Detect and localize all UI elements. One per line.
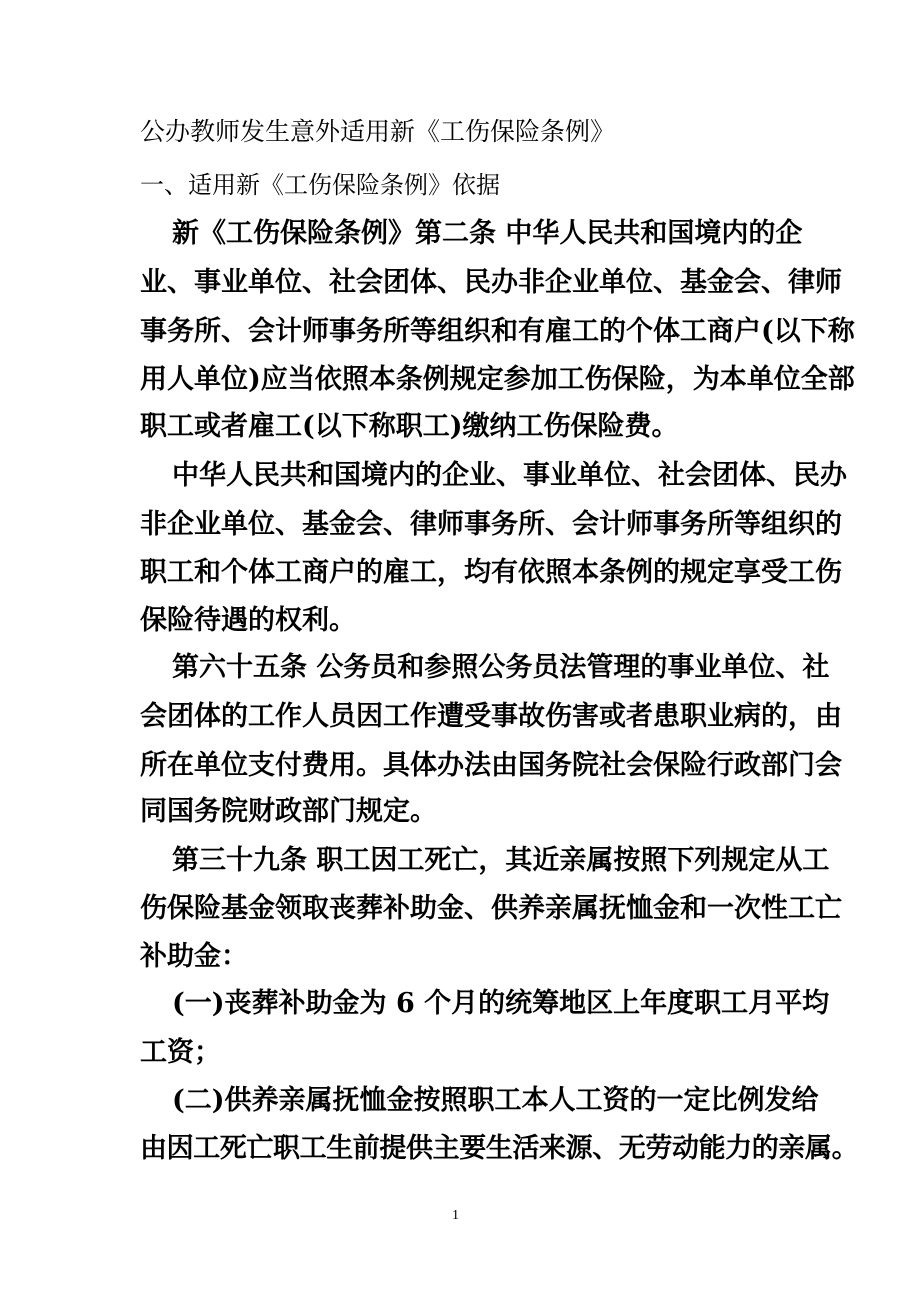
paragraph-line: 中华人民共和国境内的企业、事业单位、社会团体、民办 [172,460,847,491]
paragraph-line: 非企业单位、基金会、律师事务所、会计师事务所等组织的 [140,509,842,540]
paragraph-line: 用人单位)应当依照本条例规定参加工伤保险，为本单位全部 [140,364,855,395]
paragraph-line: 所在单位支付费用。具体办法由国务院社会保险行政部门会 [140,750,842,781]
paragraph-line: 伤保险基金领取丧葬补助金、供养亲属抚恤金和一次性工亡 [140,893,842,924]
paragraph-line: 第三十九条 职工因工死亡，其近亲属按照下列规定从工 [172,845,830,876]
paragraph-line: 事务所、会计师事务所等组织和有雇工的个体工商户(以下称 [140,316,855,347]
paragraph-line: 补助金： [140,941,248,972]
paragraph-line: 新《工伤保险条例》第二条 中华人民共和国境内的企 [172,218,803,249]
paragraph-line: 同国务院财政部门规定。 [140,796,437,827]
document-title: 公办教师发生意外适用新《工伤保险条例》 [140,117,616,146]
paragraph-line: 由因工死亡职工生前提供主要生活来源、无劳动能力的亲属。 [140,1133,859,1164]
paragraph-line: 保险待遇的权利。 [140,605,356,636]
paragraph-line: (一)丧葬补助金为 6 个月的统筹地区上年度职工月平均 [172,988,830,1019]
page-number: 1 [452,1208,459,1223]
paragraph-line: 职工和个体工商户的雇工，均有依照本条例的规定享受工伤 [140,557,842,588]
paragraph-line: 第六十五条 公务员和参照公务员法管理的事业单位、社 [172,652,830,683]
section-heading: 一、适用新《工伤保险条例》依据 [140,171,500,199]
paragraph-line: (二)供养亲属抚恤金按照职工本人工资的一定比例发给 [172,1085,819,1116]
paragraph-line: 会团体的工作人员因工作遭受事故伤害或者患职业病的，由 [140,701,842,732]
paragraph-line: 业、事业单位、社会团体、民办非企业单位、基金会、律师 [140,267,842,298]
paragraph-line: 职工或者雇工(以下称职工)缴纳工伤保险费。 [140,411,679,442]
paragraph-line: 工资； [140,1037,221,1068]
